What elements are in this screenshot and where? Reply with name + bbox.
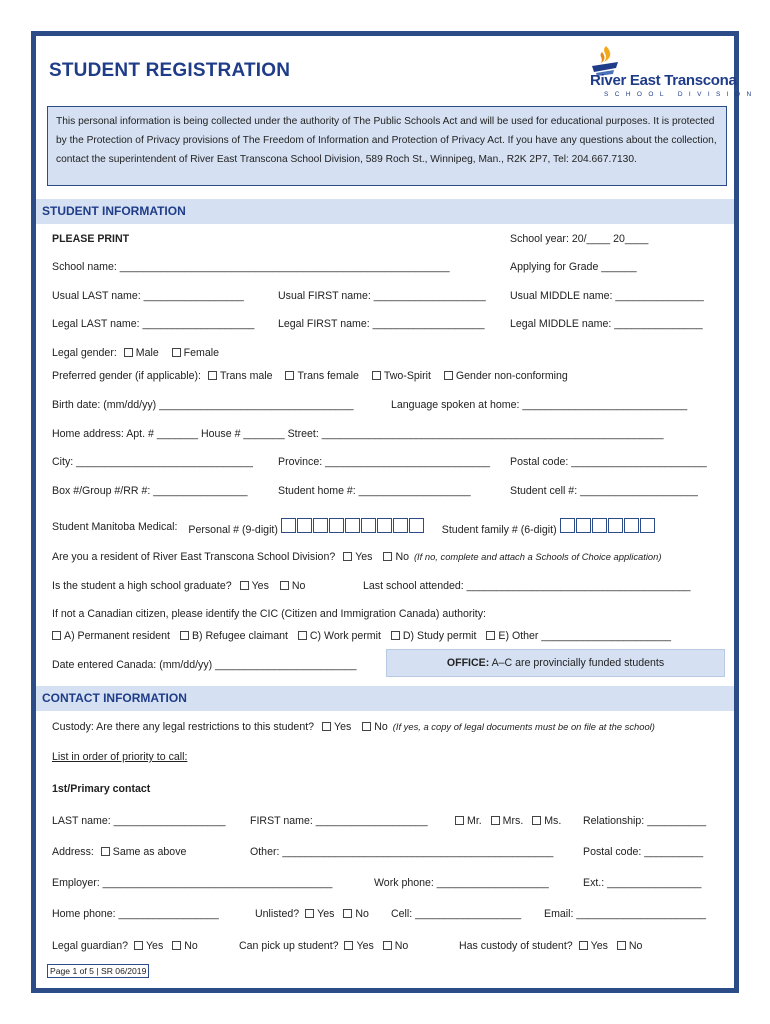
ext-field[interactable]: Ext.: ________________	[583, 877, 702, 889]
legal-gender-label: Legal gender:	[52, 347, 117, 359]
personal-label: Personal # (9-digit)	[188, 524, 278, 536]
city-field[interactable]: City: ______________________________	[52, 456, 253, 468]
custody-yes-checkbox[interactable]	[322, 722, 331, 731]
personal-digit-boxes[interactable]	[281, 521, 425, 533]
trans-male-label: Trans male	[219, 370, 273, 382]
cic-b-label: B) Refugee claimant	[191, 630, 288, 642]
ms-checkbox[interactable]	[532, 816, 541, 825]
unlisted-yes-checkbox[interactable]	[305, 909, 314, 918]
employer-field[interactable]: Employer: _______________________________________	[52, 877, 333, 889]
office-label: OFFICE:	[446, 657, 490, 669]
graduate-question: Is the student a high school graduate?	[52, 580, 232, 592]
other-address-field[interactable]: Other: ______________________________________________	[250, 846, 554, 858]
custody-no-checkbox[interactable]	[362, 722, 371, 731]
male-checkbox[interactable]	[124, 348, 133, 357]
primary-contact-heading: 1st/Primary contact	[52, 783, 151, 795]
contact-cell-field[interactable]: Cell: __________________	[391, 908, 522, 920]
language-field[interactable]: Language spoken at home: ____________________________	[391, 399, 688, 411]
pickup-yes-label: Yes	[356, 940, 374, 952]
cic-a-checkbox[interactable]	[52, 631, 61, 640]
female-label: Female	[183, 347, 219, 359]
student-cell-field[interactable]: Student cell #: ____________________	[510, 485, 698, 497]
medical-row	[52, 518, 656, 536]
form-page	[31, 31, 758, 993]
custody-no-label: No	[374, 721, 388, 733]
contact-home-phone-field[interactable]: Home phone: _________________	[52, 908, 219, 920]
graduate-row	[52, 580, 305, 592]
pickup-label: Can pick up student?	[239, 940, 339, 952]
same-as-above-label: Same as above	[112, 846, 187, 858]
family-digit-boxes[interactable]	[560, 521, 656, 533]
usual-first-name-field[interactable]: Usual FIRST name: ___________________	[278, 290, 486, 302]
box-field[interactable]: Box #/Group #/RR #: ________________	[52, 485, 248, 497]
cic-e-label[interactable]: E) Other ______________________	[498, 630, 672, 642]
address-label: Address:	[52, 846, 94, 858]
female-checkbox[interactable]	[172, 348, 181, 357]
home-address-field[interactable]: Home address: Apt. # _______ House # _______ Street: __________________________________________________________	[52, 428, 664, 440]
guardian-yes-checkbox[interactable]	[134, 941, 143, 950]
legal-gender-row	[52, 347, 219, 359]
guardian-no-label: No	[184, 940, 198, 952]
unlisted-yes-label: Yes	[317, 908, 335, 920]
graduate-no-label: No	[291, 580, 306, 592]
form-title: STUDENT REGISTRATION	[49, 60, 291, 81]
pickup-no-label: No	[394, 940, 409, 952]
pickup-row	[239, 940, 408, 952]
division-logo	[562, 42, 758, 100]
two-spirit-label: Two-Spirit	[383, 370, 431, 382]
relationship-field[interactable]: Relationship: __________	[583, 815, 707, 827]
cic-e-checkbox[interactable]	[486, 631, 495, 640]
legal-first-name-field[interactable]: Legal FIRST name: ___________________	[278, 318, 485, 330]
resident-no-checkbox[interactable]	[383, 552, 392, 561]
custody-yes-label: Yes	[334, 721, 352, 733]
has-custody-no-label: No	[628, 940, 643, 952]
male-label: Male	[135, 347, 159, 359]
has-custody-label: Has custody of student?	[459, 940, 573, 952]
resident-yes-label: Yes	[355, 551, 373, 563]
guardian-row	[52, 940, 198, 952]
cic-d-checkbox[interactable]	[391, 631, 400, 640]
office-note	[386, 649, 725, 677]
email-field[interactable]: Email: ______________________	[544, 908, 706, 920]
ms-label: Ms.	[544, 815, 562, 827]
priority-heading: List in order of priority to call:	[52, 751, 188, 763]
contact-first-name-field[interactable]: FIRST name: ___________________	[250, 815, 428, 827]
mr-checkbox[interactable]	[455, 816, 464, 825]
cic-c-checkbox[interactable]	[298, 631, 307, 640]
school-year-field[interactable]: School year: 20/____ 20____	[510, 233, 649, 245]
trans-female-label: Trans female	[297, 370, 359, 382]
birth-date-field[interactable]: Birth date: (mm/dd/yy) _________________________________	[52, 399, 354, 411]
address-row	[52, 846, 186, 858]
cic-a-label: A) Permanent resident	[64, 630, 170, 642]
student-info-header: STUDENT INFORMATION	[36, 199, 734, 224]
logo-name: River East Transcona	[590, 72, 737, 89]
resident-no-label: No	[395, 551, 409, 563]
title-options	[455, 815, 561, 827]
privacy-notice: This personal information is being collected under the authority of The Public Schools Act and will be used for educational purposes. It is protected by the Protection of Privacy provisions of The Freedom of Information and Protection of Privacy Act. If you have any questions about the collection, contact the superintendent of River East Transcona School Division, 589 Roch St., Winnipeg, Man., R2K 2P7, Tel: 204.667.7130.	[47, 106, 727, 186]
has-custody-row	[459, 940, 642, 952]
mrs-label: Mrs.	[502, 815, 524, 827]
work-phone-field[interactable]: Work phone: ___________________	[374, 877, 549, 889]
cic-c-label: C) Work permit	[309, 630, 381, 642]
resident-yes-checkbox[interactable]	[343, 552, 352, 561]
unlisted-label: Unlisted?	[255, 908, 300, 920]
student-home-phone-field[interactable]: Student home #: ___________________	[278, 485, 471, 497]
same-as-above-checkbox[interactable]	[101, 847, 110, 856]
preferred-gender-label: Preferred gender (if applicable):	[52, 370, 201, 382]
resident-question: Are you a resident of River East Transcona School Division?	[52, 551, 336, 563]
custody-note: (If yes, a copy of legal documents must be on file at the school)	[392, 721, 655, 732]
last-school-field[interactable]: Last school attended: ______________________________________	[363, 580, 691, 592]
page-footer: Page 1 of 5 | SR 06/2019	[47, 964, 149, 978]
date-entered-canada-field[interactable]: Date entered Canada: (mm/dd/yy) ________________________	[52, 659, 357, 671]
pickup-no-checkbox[interactable]	[383, 941, 392, 950]
custody-row	[52, 721, 655, 733]
logo-subtitle: SCHOOL DIVISION	[604, 91, 758, 98]
graduate-yes-label: Yes	[251, 580, 269, 592]
cic-options-row	[52, 630, 671, 642]
resident-note: (If no, complete and attach a Schools of Choice application)	[413, 551, 662, 562]
guardian-yes-label: Yes	[145, 940, 164, 952]
office-text: A–C are provincially funded students	[489, 657, 665, 669]
unlisted-row	[255, 908, 369, 920]
mr-label: Mr.	[467, 815, 482, 827]
two-spirit-checkbox[interactable]	[372, 371, 381, 380]
pickup-yes-checkbox[interactable]	[344, 941, 353, 950]
gnc-checkbox[interactable]	[444, 371, 453, 380]
contact-info-header: CONTACT INFORMATION	[36, 686, 734, 711]
usual-last-name-field[interactable]: Usual LAST name: _________________	[52, 290, 244, 302]
custody-question: Custody: Are there any legal restrictions to this student?	[52, 721, 315, 733]
province-field[interactable]: Province: ____________________________	[278, 456, 491, 468]
family-label: Student family # (6-digit)	[441, 524, 557, 536]
unlisted-no-label: No	[355, 908, 369, 920]
preferred-gender-row	[52, 370, 568, 382]
school-name-field[interactable]: School name: ________________________________________________________	[52, 261, 450, 273]
mrs-checkbox[interactable]	[491, 816, 500, 825]
postal-code-field[interactable]: Postal code: _______________________	[510, 456, 707, 468]
medical-label: Student Manitoba Medical:	[52, 521, 178, 533]
has-custody-yes-label: Yes	[590, 940, 608, 952]
resident-row	[52, 551, 661, 563]
unlisted-no-checkbox[interactable]	[343, 909, 352, 918]
cic-question: If not a Canadian citizen, please identify the CIC (Citizen and Immigration Canada) authority:	[52, 608, 486, 620]
please-print: PLEASE PRINT	[52, 233, 130, 245]
trans-female-checkbox[interactable]	[285, 371, 294, 380]
cic-d-label: D) Study permit	[402, 630, 477, 642]
contact-postal-field[interactable]: Postal code: __________	[583, 846, 704, 858]
gnc-label: Gender non-conforming	[455, 370, 568, 382]
trans-male-checkbox[interactable]	[208, 371, 217, 380]
legal-last-name-field[interactable]: Legal LAST name: ___________________	[52, 318, 255, 330]
cic-b-checkbox[interactable]	[180, 631, 189, 640]
guardian-no-checkbox[interactable]	[172, 941, 181, 950]
guardian-label: Legal guardian?	[52, 940, 128, 952]
has-custody-no-checkbox[interactable]	[617, 941, 626, 950]
has-custody-yes-checkbox[interactable]	[579, 941, 588, 950]
grade-field[interactable]: Applying for Grade ______	[510, 261, 637, 273]
graduate-no-checkbox[interactable]	[280, 581, 289, 590]
contact-last-name-field[interactable]: LAST name: ___________________	[52, 815, 226, 827]
graduate-yes-checkbox[interactable]	[240, 581, 249, 590]
usual-middle-name-field[interactable]: Usual MIDDLE name: _______________	[510, 290, 704, 302]
legal-middle-name-field[interactable]: Legal MIDDLE name: _______________	[510, 318, 703, 330]
